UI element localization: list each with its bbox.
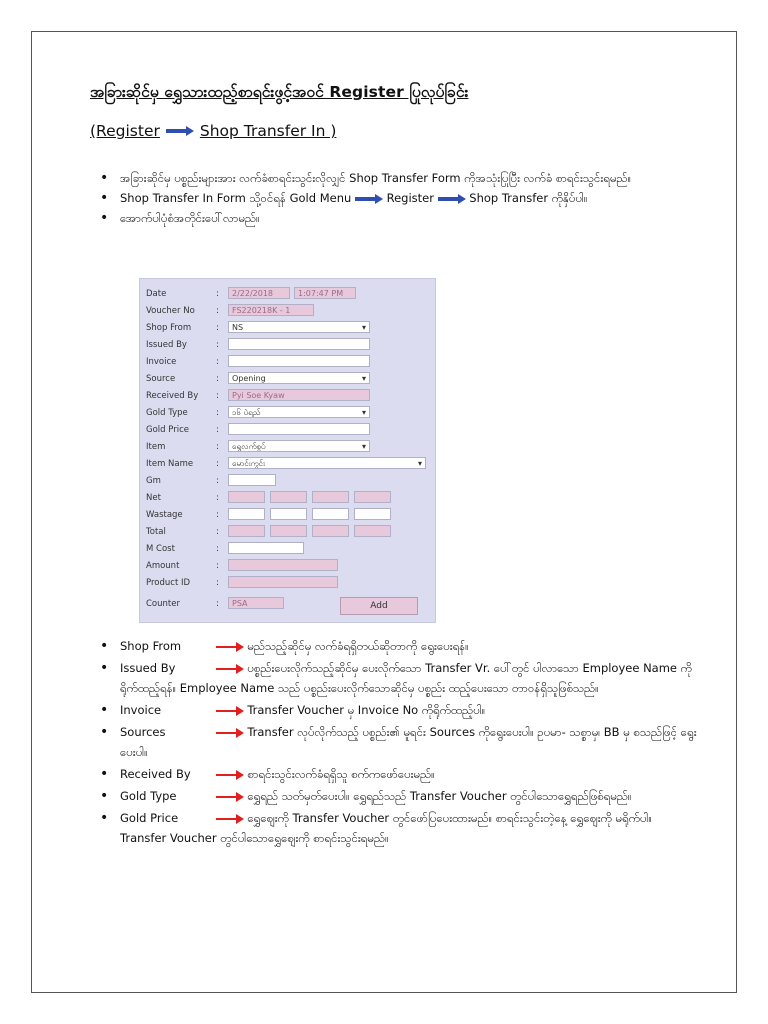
intro-bullet-list xyxy=(98,168,698,228)
form-row-wastage: Wastage : xyxy=(140,508,435,522)
time-field[interactable]: 1:07:47 PM xyxy=(294,287,356,299)
m-cost-input[interactable] xyxy=(228,542,304,554)
form-label: Gm xyxy=(146,476,161,486)
form-label: Shop From xyxy=(146,323,192,333)
field-bullet-sources xyxy=(98,722,698,762)
arrow-right-icon xyxy=(166,126,194,136)
field-description-list xyxy=(98,636,698,850)
voucher-no-field[interactable]: FS220218K - 1 xyxy=(228,304,314,316)
field-bullet-received-by xyxy=(98,764,698,784)
total-field-1[interactable] xyxy=(228,525,265,537)
form-row-issued-by: Issued By : xyxy=(140,338,435,352)
product-id-field[interactable] xyxy=(228,576,338,588)
net-field-2[interactable] xyxy=(270,491,307,503)
field-term: Gold Price xyxy=(120,811,179,825)
item-name-select[interactable]: မောင်းကွင်း ▾ xyxy=(228,457,426,469)
shop-transfer-form-screenshot xyxy=(139,278,436,623)
wastage-field-4[interactable] xyxy=(354,508,391,520)
form-row-gold-type: Gold Type : ၁၆ ပဲရည် ▾ xyxy=(140,406,435,420)
field-term: Shop From xyxy=(120,639,182,653)
form-label: Voucher No xyxy=(146,306,195,316)
field-term: Invoice xyxy=(120,703,162,717)
subtitle-register: (Register xyxy=(90,122,160,140)
invoice-input[interactable] xyxy=(228,355,370,367)
form-row-item-name: Item Name : မောင်းကွင်း ▾ xyxy=(140,457,435,471)
field-desc: ရွှေဈေးကို Transfer Voucher တွင်ဖော်ပြပေးထားမည်။ စာရင်းသွင်းတဲ့နေ့ ရွှေဈေးကို မရိုက်ပါ။ Transfer Voucher တွင်ပါသောရွှေဈေးကို စာရင်းသွင်းရမည်။ xyxy=(120,811,653,845)
field-bullet-issued-by xyxy=(98,658,698,698)
counter-field[interactable]: PSA xyxy=(228,597,284,609)
form-label: Amount xyxy=(146,561,180,571)
field-bullet-shop-from xyxy=(98,636,698,656)
form-row-item: Item : ရွှေလက်စွပ် ▾ xyxy=(140,440,435,454)
document-title: အခြားဆိုင်မှ ရွှေသားထည့်စာရင်းဖွင့်အဝင် Register ပြုလုပ်ခြင်း xyxy=(90,83,469,101)
total-field-4[interactable] xyxy=(354,525,391,537)
form-row-gm: Gm : xyxy=(140,474,435,488)
item-select[interactable]: ရွှေလက်စွပ် ▾ xyxy=(228,440,370,452)
form-label: Wastage xyxy=(146,510,183,520)
arrow-right-icon xyxy=(216,814,244,824)
field-desc: ပစ္စည်းပေးလိုက်သည့်ဆိုင်မှ ပေးလိုက်သော Transfer Vr. ပေါ်တွင် ပါလာသော Employee Name ကို ရိုက်ထည့်ရန်။ Employee Name သည် ပစ္စည်းပေးလိုက်သောဆိုင်မှ ပစ္စည်း ထည့်ပေးသော တာဝန်ရှိသူဖြစ်သည်။ xyxy=(120,661,692,695)
form-label: Issued By xyxy=(146,340,187,350)
gold-price-input[interactable] xyxy=(228,423,370,435)
issued-by-input[interactable] xyxy=(228,338,370,350)
field-term: Gold Type xyxy=(120,789,177,803)
intro-bullet: • Shop Transfer In Form သို့ဝင်ရန် Gold Menu Register Shop Transfer ကိုနှိပ်ပါ။ xyxy=(98,188,698,208)
wastage-field-1[interactable] xyxy=(228,508,265,520)
field-term: Sources xyxy=(120,725,166,739)
form-row-invoice: Invoice : xyxy=(140,355,435,369)
arrow-right-icon xyxy=(216,642,244,652)
add-button[interactable]: Add xyxy=(340,597,418,615)
intro-bullet: • အောက်ပါပုံစံအတိုင်းပေါ်လာမည်။ xyxy=(98,208,698,228)
form-row-m-cost: M Cost : xyxy=(140,542,435,556)
arrow-right-icon xyxy=(216,792,244,802)
form-row-product-id: Product ID : xyxy=(140,576,435,590)
arrow-right-icon xyxy=(216,728,244,738)
arrow-right-icon xyxy=(438,194,466,204)
total-field-3[interactable] xyxy=(312,525,349,537)
field-term: Issued By xyxy=(120,661,176,675)
net-field-1[interactable] xyxy=(228,491,265,503)
form-row-shop-from: Shop From : NS ▾ xyxy=(140,321,435,335)
document-subtitle xyxy=(90,122,336,140)
field-desc: စာရင်းသွင်းလက်ခံရရှိသူ စက်ကဖော်ပေးမည်။ xyxy=(247,767,435,781)
form-label: Product ID xyxy=(146,578,191,588)
arrow-right-icon xyxy=(355,194,383,204)
form-row-date: Date : 2/22/2018 1:07:47 PM xyxy=(140,287,435,301)
field-desc: ရွှေရည် သတ်မှတ်ပေးပါ။ ရွှေရည်သည် Transfer Voucher တွင်ပါသောရွှေရည်ဖြစ်ရမည်။ xyxy=(247,789,632,803)
form-label: Gold Type xyxy=(146,408,188,418)
gold-type-select[interactable]: ၁၆ ပဲရည် ▾ xyxy=(228,406,370,418)
form-row-received-by: Received By : Pyi Soe Kyaw xyxy=(140,389,435,403)
form-label: Source xyxy=(146,374,176,384)
field-bullet-invoice xyxy=(98,700,698,720)
form-label: Item Name xyxy=(146,459,194,469)
form-row-net: Net : xyxy=(140,491,435,505)
subtitle-shop-transfer-in: Shop Transfer In ) xyxy=(199,122,337,140)
arrow-right-icon xyxy=(216,664,244,674)
wastage-field-3[interactable] xyxy=(312,508,349,520)
received-by-field[interactable]: Pyi Soe Kyaw xyxy=(228,389,370,401)
form-label: Counter xyxy=(146,599,180,609)
form-label: Item xyxy=(146,442,166,452)
source-select[interactable]: Opening ▾ xyxy=(228,372,370,384)
intro-bullet: • အခြားဆိုင်မှ ပစ္စည်းများအား လက်ခံစာရင်းသွင်းလိုလျှင် Shop Transfer Form ကိုအသုံးပြုပြီး လက်ခံ စာရင်းသွင်းရမည်။ xyxy=(98,168,698,188)
field-desc: မည်သည့်ဆိုင်မှ လက်ခံရရှိတယ်ဆိုတာကို ရွေးပေးရန်။ xyxy=(247,639,469,653)
form-label: Invoice xyxy=(146,357,177,367)
arrow-right-icon xyxy=(216,706,244,716)
form-label: Total xyxy=(146,527,166,537)
field-bullet-gold-type xyxy=(98,786,698,806)
form-row-counter: Counter : PSA Add xyxy=(140,597,435,611)
shop-from-select[interactable]: NS ▾ xyxy=(228,321,370,333)
field-term: Received By xyxy=(120,767,191,781)
form-row-amount: Amount : xyxy=(140,559,435,573)
wastage-field-2[interactable] xyxy=(270,508,307,520)
form-row-total: Total : xyxy=(140,525,435,539)
field-bullet-gold-price xyxy=(98,808,698,848)
amount-field[interactable] xyxy=(228,559,338,571)
field-desc: Transfer လုပ်လိုက်သည့် ပစ္စည်း၏ မူရင်း Sources ကိုရွေးပေးပါ။ ဥပမာ- သစ္စာမှ၊ BB မှ စသည်ဖြင့် ရွေးပေးပါ။ xyxy=(120,725,697,759)
form-label: Received By xyxy=(146,391,199,401)
net-field-4[interactable] xyxy=(354,491,391,503)
form-label: Gold Price xyxy=(146,425,189,435)
form-label: M Cost xyxy=(146,544,175,554)
form-row-voucher-no: Voucher No : FS220218K - 1 xyxy=(140,304,435,318)
field-desc: Transfer Voucher မှ Invoice No ကိုရိုက်ထည့်ပါ။ xyxy=(247,703,486,717)
gm-input[interactable] xyxy=(228,474,276,486)
net-field-3[interactable] xyxy=(312,491,349,503)
form-label: Date xyxy=(146,289,167,299)
form-row-source: Source : Opening ▾ xyxy=(140,372,435,386)
form-row-gold-price: Gold Price : xyxy=(140,423,435,437)
form-label: Net xyxy=(146,493,161,503)
arrow-right-icon xyxy=(216,770,244,780)
date-field[interactable]: 2/22/2018 xyxy=(228,287,290,299)
total-field-2[interactable] xyxy=(270,525,307,537)
